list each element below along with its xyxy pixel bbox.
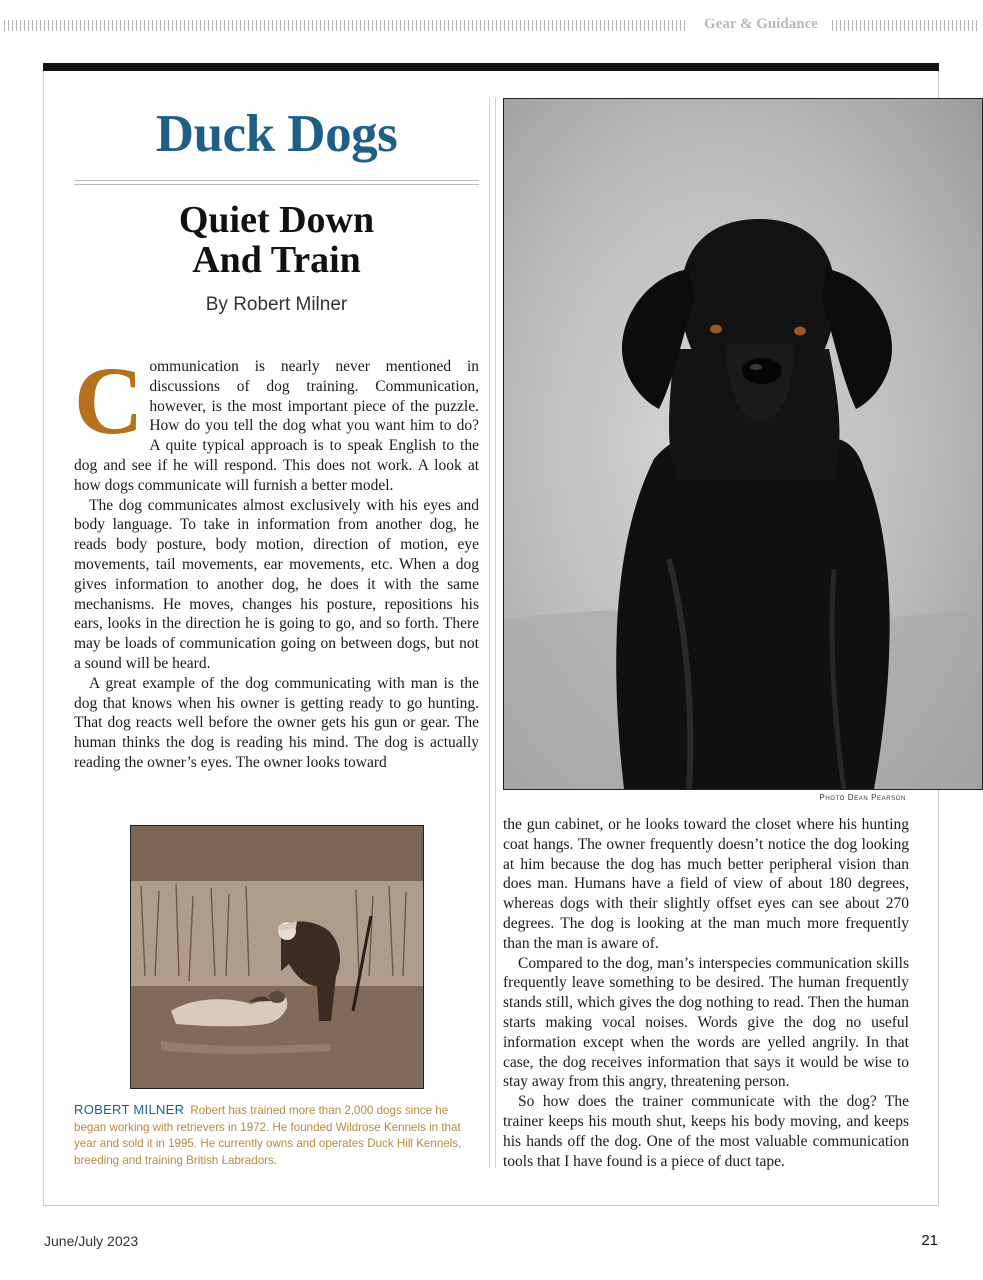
trainer-with-dog-illustration bbox=[131, 826, 423, 1088]
black-labrador-illustration bbox=[504, 99, 982, 789]
column-divider bbox=[489, 98, 496, 1168]
right-column bbox=[503, 815, 909, 1171]
banner-rule-right bbox=[832, 20, 979, 31]
byline: By Robert Milner bbox=[205, 294, 348, 315]
body-paragraph: A great example of the dog communicating with man is the dog that knows when his owner is getting ready to go hunting. That dog reacts well before the owner gets his gun or gear. The human thinks the dog is reading his mind. The dog is actually reading the owner’s eyes. The owner looks toward bbox=[74, 674, 479, 771]
headline-line-2: And Train bbox=[192, 239, 361, 281]
article-top-bar bbox=[43, 63, 939, 71]
issue-date: June/July 2023 bbox=[44, 1233, 139, 1249]
black-labrador-photo bbox=[503, 98, 983, 790]
author-bio-text: Robert has trained more than 2,000 dogs since he began working with retrievers in 1972. He founded Wildrose Kennels in that year and sold it in 1995. He currently owns and operates Duck Hill Kennels, breeding and training British Labradors. bbox=[74, 1104, 462, 1167]
section-label: Gear & Guidance bbox=[704, 16, 818, 32]
department-title: Duck Dogs bbox=[155, 105, 398, 163]
headline-line-1: Quiet Down bbox=[178, 199, 375, 241]
page-number: 21 bbox=[921, 1232, 938, 1249]
body-paragraph: Compared to the dog, man’s interspecies communication skills frequently leave something to be desired. The human frequently stands still, which gives the dog nothing to read. Then the human starts making vocal noises. Words give the dog no useful information except when the words are yelled angrily. In that case, the dog receives information that says it would be wise to stay away from this angry, threatening person. bbox=[503, 954, 909, 1091]
photo-credit: Photo Dean Pearson bbox=[819, 793, 906, 802]
author-name: ROBERT MILNER bbox=[74, 1102, 185, 1117]
author-bio bbox=[74, 1102, 480, 1169]
left-column bbox=[74, 347, 479, 773]
article-headline bbox=[74, 200, 479, 280]
body-paragraph bbox=[74, 347, 479, 496]
body-paragraph: the gun cabinet, or he looks toward the closet where his hunting coat hangs. The owner frequently doesn’t notice the dog looking at him because the dog has much better peripheral vision than does man. Humans have a field of view of about 180 degrees, whereas dogs with their slightly offset eyes can see about 270 degrees. The dog is looking at the man much more frequently than the man is aware of. bbox=[503, 816, 909, 952]
body-paragraph: The dog communicates almost exclusively with his eyes and body language. To take in information from another dog, he reads body posture, body motion, direction of motion, eye movements, tail movements, ear movements, etc. When a dog gives information to another dog, he does it with the same mechanisms. He moves, changes his posture, repositions his ears, looks in the direction he is going to go, and so forth. There may be loads of communication going on between dogs, but not a sound will be heard. bbox=[74, 496, 479, 672]
banner-rule-left bbox=[4, 20, 688, 31]
trainer-marsh-photo bbox=[130, 825, 424, 1089]
title-divider bbox=[74, 180, 479, 185]
body-paragraph: So how does the trainer communicate with the dog? The trainer keeps his mouth shut, keeps his body moving, and keeps his hands off the dog. One of the most valuable communication tools that I have found is a piece of duct tape. bbox=[503, 1093, 909, 1170]
drop-cap: C bbox=[74, 347, 144, 454]
paragraph-text: ommunication is nearly never mentioned in discussions of dog training. Communication, however, is the most important piece of the puzzle. How do you tell the dog what you want him to do? A quite typical approach is to speak English to the dog and see if he will respond. This does not work. A look at how dogs communicate will furnish a better model. bbox=[74, 358, 479, 494]
section-banner bbox=[0, 14, 983, 36]
